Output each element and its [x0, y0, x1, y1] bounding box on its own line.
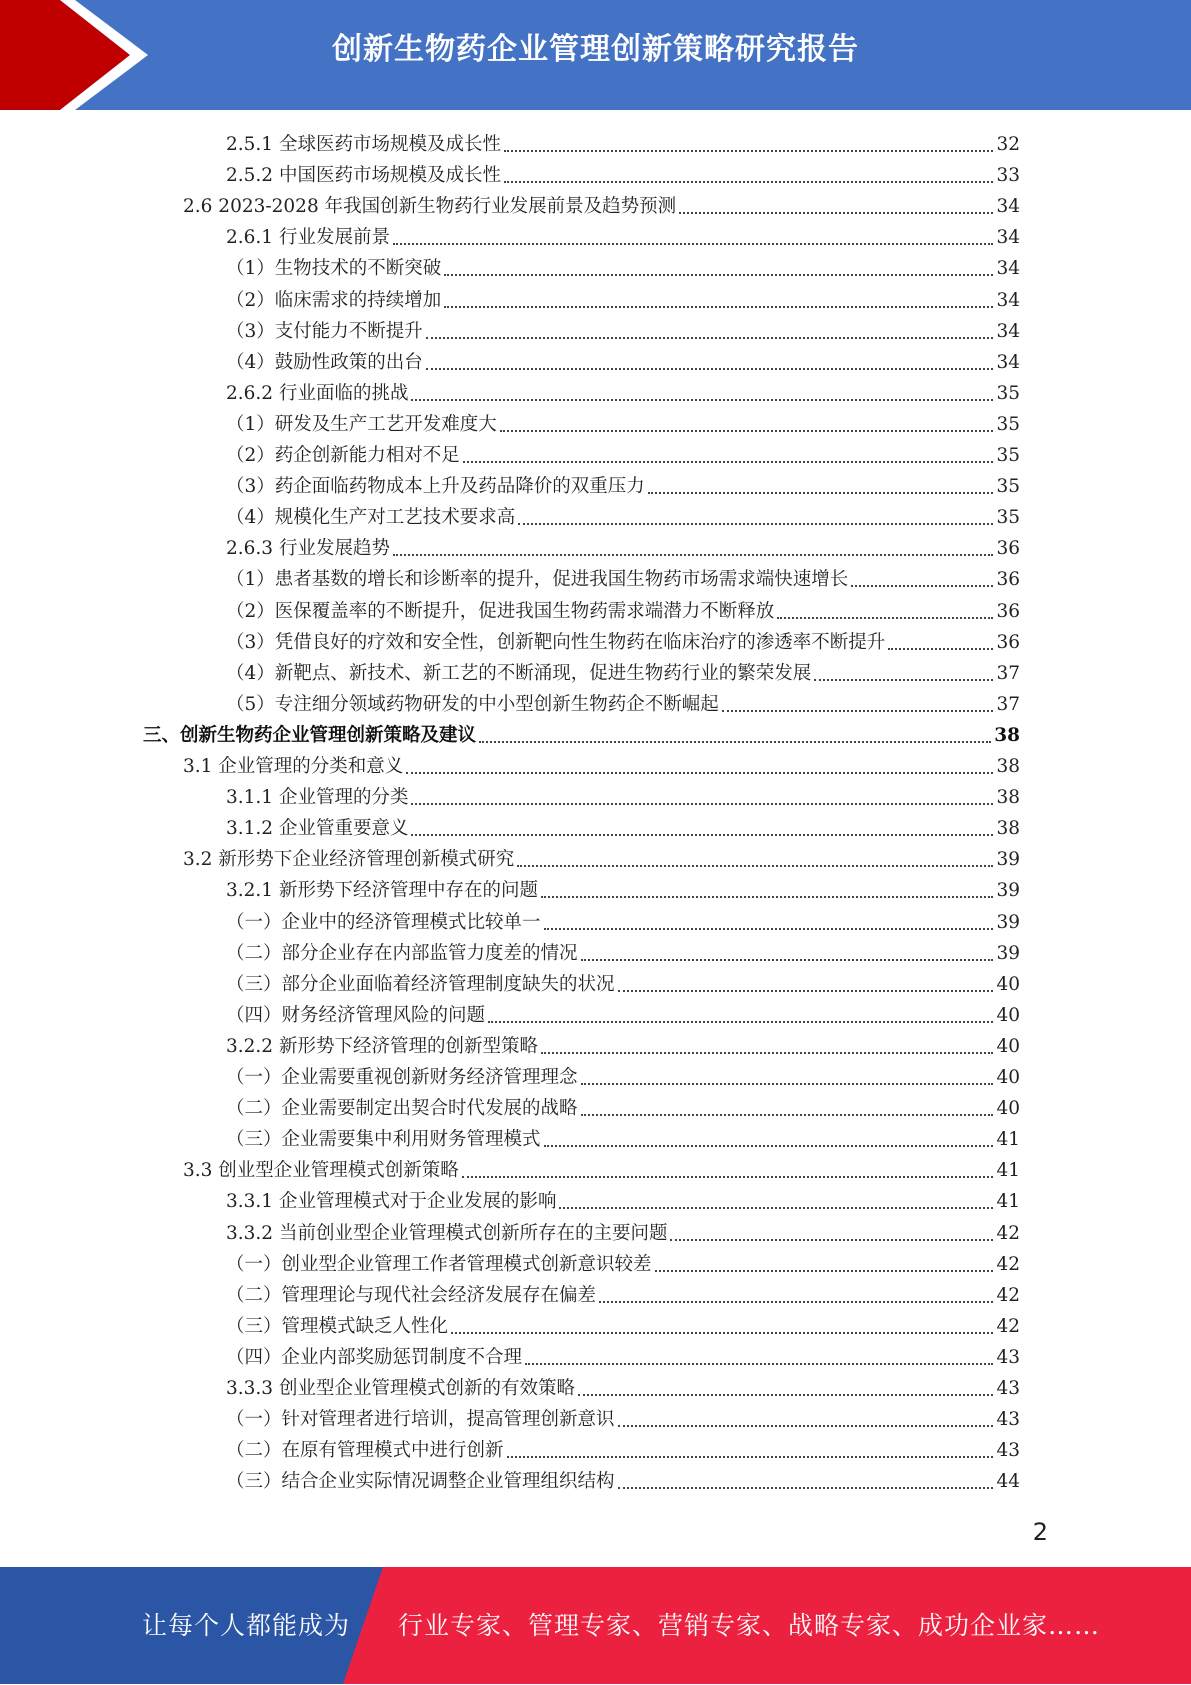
toc-leader-dots	[411, 801, 993, 805]
toc-entry[interactable]	[226, 1216, 1020, 1247]
toc-entry-title: （5）专注细分领域药物研发的中小型创新生物药企不断崛起	[226, 693, 719, 715]
toc-entry-page: 39	[996, 942, 1020, 964]
toc-entry-title: （3）支付能力不断提升	[226, 320, 423, 342]
toc-entry-page: 36	[996, 631, 1020, 653]
toc-entry-page: 43	[996, 1378, 1020, 1399]
toc-entry[interactable]	[183, 749, 1020, 780]
toc-entry-page: 39	[996, 911, 1020, 933]
page-header	[0, 0, 1191, 110]
toc-leader-dots	[479, 739, 991, 743]
toc-entry-page: 43	[996, 1409, 1020, 1431]
toc-entry[interactable]	[183, 189, 1020, 220]
toc-entry-title: （二）管理理论与现代社会经济发展存在偏差	[226, 1284, 597, 1306]
toc-leader-dots	[462, 1174, 994, 1178]
toc-leader-dots	[517, 863, 993, 867]
toc-entry-page: 40	[996, 1004, 1020, 1026]
toc-entry[interactable]	[183, 1153, 1020, 1184]
toc-leader-dots	[426, 335, 994, 339]
toc-leader-dots	[888, 646, 993, 650]
toc-entry-title: 2.5.2 中国医药市场规模及成长性	[226, 165, 501, 187]
toc-entry-page: 37	[996, 662, 1020, 684]
toc-entry-page: 34	[996, 320, 1020, 342]
toc-entry-page: 35	[996, 507, 1020, 529]
toc-entry-title: （3）药企面临药物成本上升及药品降价的双重压力	[226, 476, 645, 498]
toc-entry[interactable]	[226, 376, 1020, 407]
toc-leader-dots	[393, 552, 993, 556]
toc-entry[interactable]	[226, 220, 1020, 251]
toc-entry[interactable]	[226, 1309, 1020, 1340]
toc-entry-title: 3.3.1 企业管理模式对于企业发展的影响	[226, 1191, 557, 1213]
toc-entry[interactable]	[226, 251, 1020, 282]
toc-entry-page: 42	[996, 1284, 1020, 1306]
toc-entry-page: 35	[996, 382, 1020, 404]
toc-leader-dots	[541, 1050, 993, 1054]
toc-entry[interactable]	[226, 594, 1020, 625]
toc-entry[interactable]	[226, 687, 1020, 718]
toc-entry-page: 35	[996, 445, 1020, 466]
toc-entry[interactable]	[226, 407, 1020, 438]
toc-leader-dots	[507, 1454, 994, 1458]
toc-leader-dots	[541, 894, 993, 898]
toc-entry-page: 44	[996, 1471, 1020, 1493]
toc-entry-page: 41	[996, 1160, 1020, 1182]
toc-entry[interactable]	[226, 438, 1020, 469]
toc-entry[interactable]	[226, 780, 1020, 811]
toc-entry-title: （3）凭借良好的疗效和安全性，创新靶向性生物药在临床治疗的渗透率不断提升	[226, 631, 886, 653]
toc-leader-dots	[451, 1330, 993, 1334]
toc-entry-page: 34	[996, 196, 1020, 218]
toc-entry[interactable]	[226, 500, 1020, 531]
toc-leader-dots	[559, 1205, 993, 1209]
toc-leader-dots	[851, 583, 993, 587]
toc-entry-title: 三、创新生物药企业管理创新策略及建议	[143, 724, 477, 746]
toc-entry-page: 40	[996, 1067, 1020, 1088]
toc-leader-dots	[500, 428, 994, 432]
toc-entry[interactable]	[226, 873, 1020, 904]
toc-entry-page: 36	[996, 569, 1020, 591]
toc-leader-dots	[581, 1081, 994, 1085]
toc-entry[interactable]	[226, 1060, 1020, 1091]
toc-entry-page: 32	[996, 134, 1020, 155]
toc-entry-page: 41	[996, 1191, 1020, 1213]
toc-entry[interactable]	[226, 531, 1020, 562]
toc-entry-title: （一）企业需要重视创新财务经济管理理念	[226, 1067, 578, 1088]
toc-entry-title: 2.6.1 行业发展前景	[226, 227, 390, 249]
toc-entry-title: 2.5.1 全球医药市场规模及成长性	[226, 134, 501, 155]
toc-entry[interactable]	[226, 1464, 1020, 1495]
toc-entry[interactable]	[226, 811, 1020, 842]
toc-leader-dots	[406, 770, 993, 774]
toc-entry[interactable]	[226, 158, 1020, 189]
toc-entry[interactable]	[226, 998, 1020, 1029]
toc-entry[interactable]	[226, 625, 1020, 656]
toc-entry-title: 3.2 新形势下企业经济管理创新模式研究	[183, 849, 515, 871]
toc-entry-title: （1）患者基数的增长和诊断率的提升，促进我国生物药市场需求端快速增长	[226, 569, 849, 591]
page-number: 2	[1032, 1518, 1048, 1546]
toc-entry-title: （4）鼓励性政策的出台	[226, 351, 423, 373]
toc-entry[interactable]	[226, 1091, 1020, 1122]
toc-entry-page: 40	[996, 973, 1020, 995]
toc-entry[interactable]	[143, 718, 1020, 749]
toc-entry-title: 2.6 2023-2028 年我国创新生物药行业发展前景及趋势预测	[183, 196, 677, 218]
toc-entry[interactable]	[183, 842, 1020, 873]
toc-entry-title: （一）企业中的经济管理模式比较单一	[226, 911, 541, 933]
toc-entry[interactable]	[226, 1371, 1020, 1402]
toc-entry-title: （1）生物技术的不断突破	[226, 258, 442, 280]
toc-entry-title: 3.1.1 企业管理的分类	[226, 787, 409, 809]
toc-entry[interactable]	[226, 1433, 1020, 1464]
toc-entry-title: （一）针对管理者进行培训，提高管理创新意识	[226, 1409, 615, 1431]
toc-entry-page: 38	[996, 756, 1020, 777]
toc-leader-dots	[504, 148, 993, 152]
toc-entry-page: 35	[996, 476, 1020, 498]
toc-entry[interactable]	[226, 1402, 1020, 1433]
toc-entry-title: （2）药企创新能力相对不足	[226, 445, 460, 466]
toc-entry-title: （2）临床需求的持续增加	[226, 289, 442, 311]
toc-entry-page: 39	[996, 849, 1020, 871]
toc-leader-dots	[679, 210, 993, 214]
toc-leader-dots	[444, 304, 993, 308]
toc-entry-page: 42	[996, 1222, 1020, 1244]
toc-entry-title: 2.6.3 行业发展趋势	[226, 538, 390, 560]
toc-leader-dots	[525, 1361, 993, 1365]
toc-leader-dots	[544, 926, 994, 930]
toc-leader-dots	[777, 615, 993, 619]
toc-entry-page: 39	[996, 880, 1020, 902]
toc-entry[interactable]	[226, 1184, 1020, 1215]
toc-entry[interactable]	[226, 656, 1020, 687]
toc-entry-page: 38	[996, 818, 1020, 840]
toc-entry-page: 43	[996, 1440, 1020, 1462]
toc-entry-title: （2）医保覆盖率的不断提升，促进我国生物药需求端潜力不断释放	[226, 600, 775, 622]
toc-entry-title: （三）管理模式缺乏人性化	[226, 1315, 449, 1337]
toc-leader-dots	[618, 988, 994, 992]
toc-entry[interactable]	[226, 127, 1020, 158]
toc-leader-dots	[670, 1237, 993, 1241]
toc-leader-dots	[488, 1019, 993, 1023]
toc-entry[interactable]	[226, 314, 1020, 345]
footer-roles: 行业专家、管理专家、营销专家、战略专家、成功企业家……	[398, 1611, 1101, 1640]
toc-entry[interactable]	[226, 1340, 1020, 1371]
toc-leader-dots	[544, 1143, 994, 1147]
toc-leader-dots	[463, 459, 994, 463]
toc-leader-dots	[655, 1268, 994, 1272]
toc-entry-page: 38	[996, 787, 1020, 809]
toc-entry-page: 37	[996, 693, 1020, 715]
toc-leader-dots	[581, 957, 994, 961]
toc-entry-title: （二）在原有管理模式中进行创新	[226, 1440, 504, 1462]
toc-entry[interactable]	[226, 283, 1020, 314]
toc-entry-title: （4）新靶点、新技术、新工艺的不断涌现，促进生物药行业的繁荣发展	[226, 662, 812, 684]
toc-entry[interactable]	[226, 1247, 1020, 1278]
page-footer	[0, 1567, 1191, 1684]
toc-entry[interactable]	[226, 1122, 1020, 1153]
footer-slogan: 让每个人都能成为	[142, 1611, 351, 1640]
toc-entry-page: 42	[996, 1253, 1020, 1275]
toc-entry-page: 40	[996, 1035, 1020, 1057]
toc-leader-dots	[411, 397, 993, 401]
toc-entry-page: 36	[996, 600, 1020, 622]
toc-leader-dots	[581, 1112, 994, 1116]
toc-entry-title: 3.3.2 当前创业型企业管理模式创新所存在的主要问题	[226, 1222, 668, 1244]
toc-leader-dots	[599, 1299, 993, 1303]
toc-entry-page: 35	[996, 413, 1020, 435]
toc-entry-title: （二）部分企业存在内部监管力度差的情况	[226, 942, 578, 964]
toc-entry-page: 41	[996, 1129, 1020, 1151]
toc-entry[interactable]	[226, 1029, 1020, 1060]
toc-entry-page: 36	[996, 538, 1020, 560]
toc-entry-title: （三）结合企业实际情况调整企业管理组织结构	[226, 1471, 615, 1493]
toc-entry-title: 3.1 企业管理的分类和意义	[183, 756, 404, 777]
toc-leader-dots	[578, 1392, 993, 1396]
toc-entry[interactable]	[226, 967, 1020, 998]
toc-entry-page: 34	[996, 351, 1020, 373]
toc-entry[interactable]	[226, 905, 1020, 936]
toc-leader-dots	[411, 832, 993, 836]
toc-entry-title: 3.2.1 新形势下经济管理中存在的问题	[226, 880, 538, 902]
toc-entry-page: 43	[996, 1346, 1020, 1368]
toc-entry[interactable]	[226, 936, 1020, 967]
toc-leader-dots	[444, 272, 993, 276]
toc-leader-dots	[722, 708, 994, 712]
toc-leader-dots	[504, 179, 993, 183]
toc-entry-page: 33	[996, 165, 1020, 187]
toc-entry-page: 34	[996, 258, 1020, 280]
toc-leader-dots	[393, 241, 993, 245]
toc-entry-page: 34	[996, 227, 1020, 249]
toc-entry-title: （一）创业型企业管理工作者管理模式创新意识较差	[226, 1253, 652, 1275]
toc-entry-page: 42	[996, 1315, 1020, 1337]
toc-entry-page: 40	[996, 1098, 1020, 1120]
toc-entry[interactable]	[226, 345, 1020, 376]
toc-entry-title: （4）规模化生产对工艺技术要求高	[226, 507, 516, 529]
toc-entry[interactable]	[226, 1278, 1020, 1309]
toc-entry-page: 38	[994, 724, 1020, 746]
toc-entry-title: （二）企业需要制定出契合时代发展的战略	[226, 1098, 578, 1120]
toc-entry[interactable]	[226, 469, 1020, 500]
toc-entry-title: （1）研发及生产工艺开发难度大	[226, 413, 497, 435]
toc-leader-dots	[518, 521, 993, 525]
toc-leader-dots	[814, 677, 993, 681]
toc-leader-dots	[618, 1485, 994, 1489]
toc-entry-title: （四）企业内部奖励惩罚制度不合理	[226, 1346, 523, 1368]
toc-entry-title: （三）部分企业面临着经济管理制度缺失的状况	[226, 973, 615, 995]
toc-entry[interactable]	[226, 562, 1020, 593]
toc-entry-page: 34	[996, 289, 1020, 311]
toc-entry-title: 3.3.3 创业型企业管理模式创新的有效策略	[226, 1378, 575, 1399]
toc-leader-dots	[618, 1423, 994, 1427]
page-title: 创新生物药企业管理创新策略研究报告	[332, 32, 859, 67]
toc-leader-dots	[648, 490, 994, 494]
toc-leader-dots	[426, 366, 994, 370]
toc-entry-title: 2.6.2 行业面临的挑战	[226, 382, 409, 404]
toc-entry-title: 3.2.2 新形势下经济管理的创新型策略	[226, 1035, 538, 1057]
toc-entry-title: （三）企业需要集中利用财务管理模式	[226, 1129, 541, 1151]
toc-entry-title: （四）财务经济管理风险的问题	[226, 1004, 486, 1026]
toc-entry-title: 3.3 创业型企业管理模式创新策略	[183, 1160, 459, 1182]
toc-entry-title: 3.1.2 企业管重要意义	[226, 818, 409, 840]
